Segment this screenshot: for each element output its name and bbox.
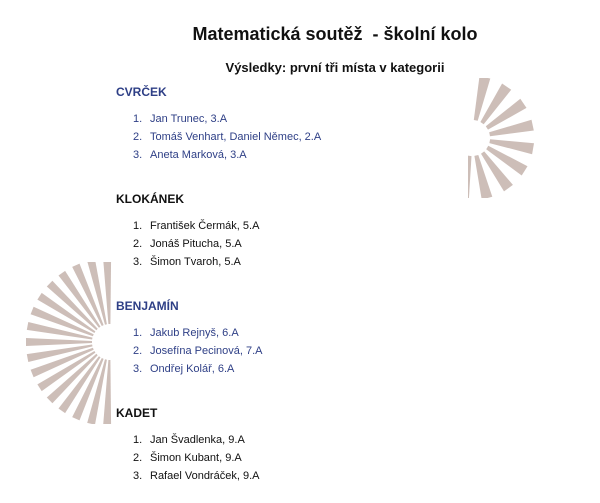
list-item [133, 253, 476, 271]
list-item [133, 235, 476, 253]
rank-number: 2. [133, 238, 143, 250]
list-item [133, 431, 476, 449]
sunburst-ray [31, 307, 94, 336]
list-item [133, 342, 476, 360]
sunburst-ray [59, 271, 101, 328]
sunburst-ray [31, 348, 94, 377]
sunburst-ray [481, 151, 513, 191]
sunburst-ray [37, 293, 95, 333]
sunburst-decoration-left [14, 262, 122, 424]
winner-name: Šimon Kubant, 9.A [150, 452, 242, 464]
winner-name: Jakub Rejnyš, 6.A [150, 327, 239, 339]
list-item [133, 324, 476, 342]
sunburst-ray [489, 120, 534, 137]
rank-number: 1. [133, 434, 143, 446]
sunburst-ray [26, 338, 92, 346]
category-heading: KLOKÁNEK [116, 192, 184, 206]
sunburst-ray [72, 264, 103, 326]
winner-name: Jan Švadlenka, 9.A [150, 434, 245, 446]
list-item [133, 128, 476, 146]
rank-number: 1. [133, 327, 143, 339]
results-list [116, 217, 476, 271]
list-item [133, 467, 476, 485]
winner-name: Josefína Pecinová, 7.A [150, 345, 263, 357]
sunburst-ray [59, 356, 101, 413]
results-list [116, 324, 476, 378]
sunburst-ray [87, 359, 107, 424]
list-item [133, 449, 476, 467]
sunburst-decoration-right [468, 78, 558, 198]
winner-name: Šimon Tvaroh, 5.A [150, 256, 241, 268]
winner-name: Jan Trunec, 3.A [150, 113, 228, 125]
rank-number: 2. [133, 131, 143, 143]
rank-number: 3. [133, 149, 143, 161]
sunburst-ray [37, 351, 95, 391]
list-item [133, 217, 476, 235]
category-heading: CVRČEK [116, 85, 167, 99]
results-list [116, 431, 476, 485]
sunburst-ray [486, 146, 527, 176]
rank-number: 3. [133, 470, 143, 482]
rank-number: 2. [133, 452, 143, 464]
rank-number: 1. [133, 220, 143, 232]
sunburst-ray [489, 139, 534, 154]
winner-name: František Čermák, 5.A [150, 220, 260, 232]
category-kadet [116, 405, 476, 485]
rank-number: 2. [133, 345, 143, 357]
winner-name: Rafael Vondráček, 9.A [150, 470, 260, 482]
category-klokanek [116, 191, 476, 271]
winner-name: Aneta Marková, 3.A [150, 149, 247, 161]
sunburst-ray [47, 281, 98, 330]
list-item [133, 360, 476, 378]
rank-number: 3. [133, 256, 143, 268]
sunburst-ray [480, 84, 511, 125]
sunburst-ray [27, 345, 93, 363]
sunburst-ray [103, 262, 111, 324]
category-cvrcek [116, 84, 476, 164]
sunburst-ray [72, 358, 103, 420]
rank-number: 1. [133, 113, 143, 125]
category-heading: KADET [116, 406, 158, 420]
results-list [116, 110, 476, 164]
winner-name: Jonáš Pitucha, 5.A [150, 238, 242, 250]
winner-name: Tomáš Venhart, Daniel Němec, 2.A [150, 131, 322, 143]
list-item [133, 110, 476, 128]
sunburst-ray [474, 155, 492, 198]
winner-name: Ondřej Kolář, 6.A [150, 363, 235, 375]
sunburst-ray [87, 262, 107, 325]
page-subtitle: Výsledky: první tři místa v kategorii [225, 60, 445, 75]
rank-number: 3. [133, 363, 143, 375]
sunburst-ray [486, 99, 527, 130]
sunburst-ray [47, 354, 98, 403]
list-item [133, 146, 476, 164]
sunburst-ray [474, 78, 491, 121]
sunburst-ray [103, 360, 111, 424]
sunburst-ray [27, 322, 93, 340]
category-benjamin [116, 298, 476, 378]
category-heading: BENJAMÍN [116, 299, 179, 313]
page-title: Matematická soutěž - školní kolo [192, 24, 478, 44]
